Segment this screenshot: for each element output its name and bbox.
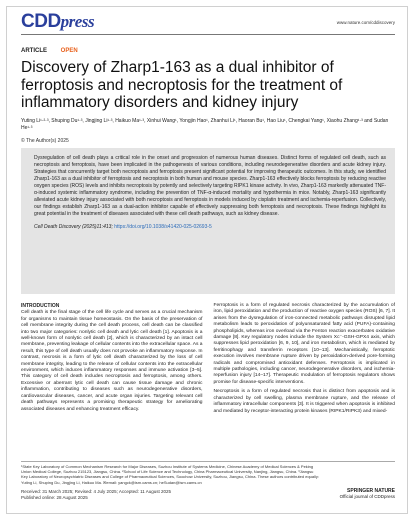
citation-line [34, 224, 386, 231]
article-labels [21, 48, 78, 54]
citation-prefix: Cell Death Discovery (2025)11:413; [34, 224, 115, 230]
necroptosis-paragraph: Necroptosis is a form of regulated necrosis that is distinct from apoptosis and is characterized by cell swelling, plasma membrane rupture, and the release of inflammatory intracellular components [3]. It is triggered when apoptosis is inhibited and mediated by receptor-interacting protein kinases (RIPK1/RIPK3) and mixed- [213, 389, 395, 414]
abstract-box [21, 148, 395, 294]
copyright-line: © The Author(s) 2025 [21, 138, 69, 144]
article-type-label: ARTICLE [21, 48, 47, 54]
publisher-tagline: Official journal of CDDpress [339, 494, 395, 499]
received-date: Received: 31 March 2025; Revised: 4 July 2025; Accepted: 11 August 2025 [21, 489, 172, 494]
affiliations-footnote: ¹State Key Laboratory of Common Mechanism Research for Major Diseases, Suzhou Institute of Systems Medicine, Chinese Academy of Medical Sciences & Peking Union Medical College, Suzhou 215123, Jiangsu, China. ²School of Life Science and Technology, China Pharmaceutical University, Nanjing, Jiangsu, China. ³Jiangsu Key Laboratory of Neuropsychiatric Diseases and College of Pharmaceutical Sciences, Soochow University, Suzhou, Jiangsu, China. These authors contributed equally: Yuting Li, Shuping Du, Jingjing Li, Haikuo Ma. ✉email: yangck@ism.cams.cn; heSudan@ism.cams.cn [21, 464, 320, 485]
section-heading-introduction: INTRODUCTION [21, 303, 60, 309]
ferroptosis-paragraph: Ferroptosis is a form of regulated necrosis characterized by the accumulation of iron, lipid peroxidation and the production of reactive oxygen species (ROS) [6, 7]. It arises from the dysregulation of iron-connected metabolic pathways disrupted lipid metabolism leads to peroxidation of polyunsaturated fatty acid (PUFA)-containing phospholipids, whereas iron overload via the Fenton reaction exacerbates oxidative damage [8]. Key regulatory nodes include the System Xc⁻-GSH-GPX4 axis, which suppresses lipid peroxidation [6, 9, 10], and iron metabolism, which is mediated by ferritinophagy and transferrin receptors [10–13]. Mechanistically, ferroptotic execution involves membrane rupture driven by peroxidation-derived pore-forming radicals and compromised antioxidant defenses. Ferroptosis is implicated in multiple pathologies, including cancer, neurodegenerative disorders, and ischemia-reperfusion injury [14–17]. Therapeutic modulation of ferroptosis regulators shows promise for disease-specific interventions. [213, 303, 395, 385]
published-date: Published online: 28 August 2025 [21, 495, 88, 500]
article-dates [21, 489, 171, 501]
journal-logo: CDDpress [21, 11, 95, 32]
publisher-name: SPRINGER NATURE [347, 488, 395, 494]
left-column [21, 303, 203, 415]
footnote-rule [21, 461, 395, 462]
open-access-label: OPEN [60, 48, 78, 54]
article-title: Discovery of Zharp1-163 as a dual inhibitor of ferroptosis and necroptosis for the treatment of inflammatory disorders and kidney injury [21, 59, 343, 111]
paper-page [6, 6, 408, 514]
doi-link[interactable]: https://doi.org/10.1038/s41420-025-02693-5 [114, 224, 212, 230]
author-list: Yuting Li¹·²·³, Shuping Du¹·³, Jingjing Li¹·³, Haikuo Ma¹·³, Xinhui Wang¹, Yongjin Hao¹, Zhanhui Li¹, Haoran Bu¹, Hao Liu¹, Chengkai Yang¹, Xiaohu Zhang¹·³ and Sudan He¹·³ [21, 118, 389, 131]
intro-paragraph: Cell death is the final stage of the cell life cycle and serves as a crucial mechanism for organisms to maintain tissue homeostasis. On the basis of the preservation of cell membrane integrity during the cell death process, cell death can be classified into two major categories: nonlytic cell death and lytic cell death [1]. Apoptosis is a well-known form of nonlytic cell death [2], which is characterized by an intact cell membrane, preventing leakage of cellular contents into the extracellular space. As a result, this type of cell death usually does not provoke an inflammatory response. In contrast, necrosis is a form of lytic cell death characterized by the loss of cell membrane integrity, leading to the release of cellular contents into the extracellular environment, which induces inflammatory responses and immune activation [3–5]. This category of cell death includes necroptosis and ferroptosis, among others. Excessive or aberrant lytic cell death can cause tissue damage and chronic inflammation, contributing to diseases such as neurodegenerative disorders, cardiovascular diseases, cancer, and acute organ injuries. Targeting relevant cell death pathways represents a promising therapeutic strategy for ameliorating associated diseases and enhancing treatment efficacy. [21, 310, 203, 412]
body-columns [21, 303, 395, 415]
header-rule [21, 34, 395, 35]
journal-url[interactable]: www.nature.com/cddiscovery [336, 20, 395, 25]
right-column [214, 303, 396, 415]
abstract-text: Dysregulation of cell death plays a critical role in the onset and progression of numerous human diseases. Distinct forms of regulated cell death, such as necroptosis and ferroptosis, have been implicated in the pathogenesis of various conditions, including neurodegenerative disorders and acute kidney injury. Strategies that concurrently target both necroptosis and ferroptosis present significant potential for improving therapeutic outcomes. In this study, we identified Zharp1-163 as a dual inhibitor of ferroptosis and necroptosis in both human and mouse species. Zharp1-163 effectively blocks ferroptosis by reducing reactive oxygen species (ROS) levels and inhibits necroptosis by potently and selectively targeting RIPK1 kinase activity. In vivo, Zharp1-163 markedly attenuated TNF-α-induced systemic inflammatory syndrome, including the prevention of TNF-α-induced mortality and hypothermia in mice. Notably, Zharp1-163 significantly alleviated acute kidney injury associated with both necroptosis and ferroptosis in models induced by cisplatin treatment and ischemia-reperfusion. Collectively, our findings establish Zharp1-163 as a dual-action inhibitor capable of effectively suppressing both ferroptosis and necroptosis. These findings highlight its great potential in the treatment of diseases associated with these cell death pathways, such as kidney disease. [34, 155, 386, 217]
publisher-logo [340, 488, 395, 499]
